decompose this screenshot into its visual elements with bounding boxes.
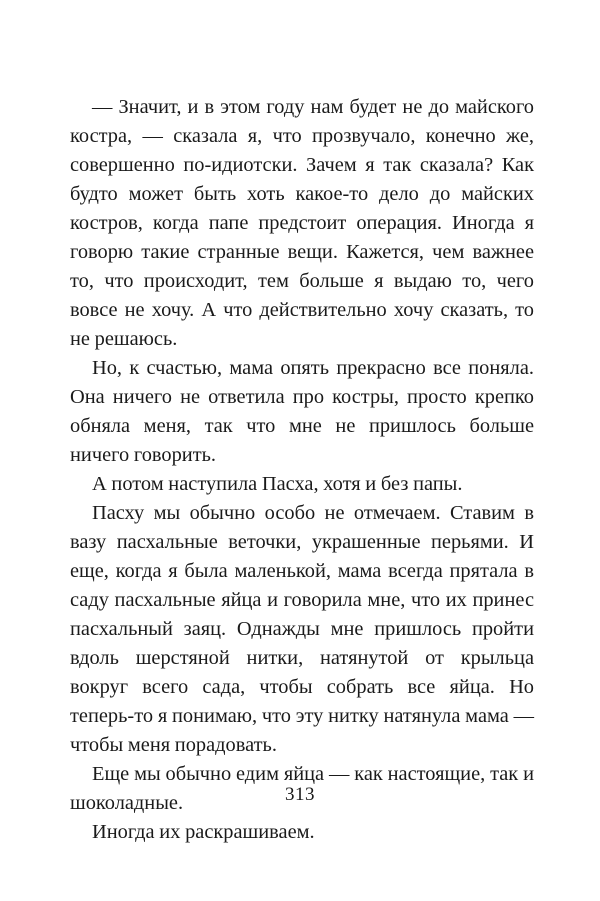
paragraph-6: Иногда их раскрашиваем. (92, 821, 315, 843)
page-number: 313 (285, 784, 315, 805)
paragraph-2: Но, к счастью, мама опять прекрасно все поняла. Она ничего не ответила про костры, просто крепко обняла меня, так что мне не пришлось больше ничего говорить. (70, 357, 534, 466)
paragraph-3: А потом наступила Пасха, хотя и без папы. (92, 473, 463, 495)
paragraph-4: Пасху мы обычно особо не отмечаем. Ставим в вазу пасхальные веточки, украшенные перьями. И еще, когда я была маленькой, мама всегда прятала в саду пасхальные яйца и говорила мне, что их принес пасхальный заяц. Однажды мне пришлось пройти вдоль шерстяной нитки, натянутой от крыльца вокруг всего сада, чтобы собрать все яйца. Но теперь-то я понимаю, что эту нитку натянула мама — чтобы меня порадовать. (70, 502, 534, 756)
paragraph-1: — Значит, и в этом году нам будет не до майского костра, — сказала я, что прозвучало, конечно же, совершенно по-идиотски. Зачем я так сказала? Как будто может быть хоть какое-то дело до майских костров, когда папе предстоит операция. Иногда я говорю такие странные вещи. Кажется, чем важнее то, что происходит, тем больше я выдаю то, чего вовсе не хочу. А что действительно хочу сказать, то не решаюсь. (70, 96, 534, 350)
text-block (70, 93, 534, 847)
paragraph-5: Еще мы обычно едим яйца — как настоящие, так и шоколадные. (70, 763, 534, 814)
